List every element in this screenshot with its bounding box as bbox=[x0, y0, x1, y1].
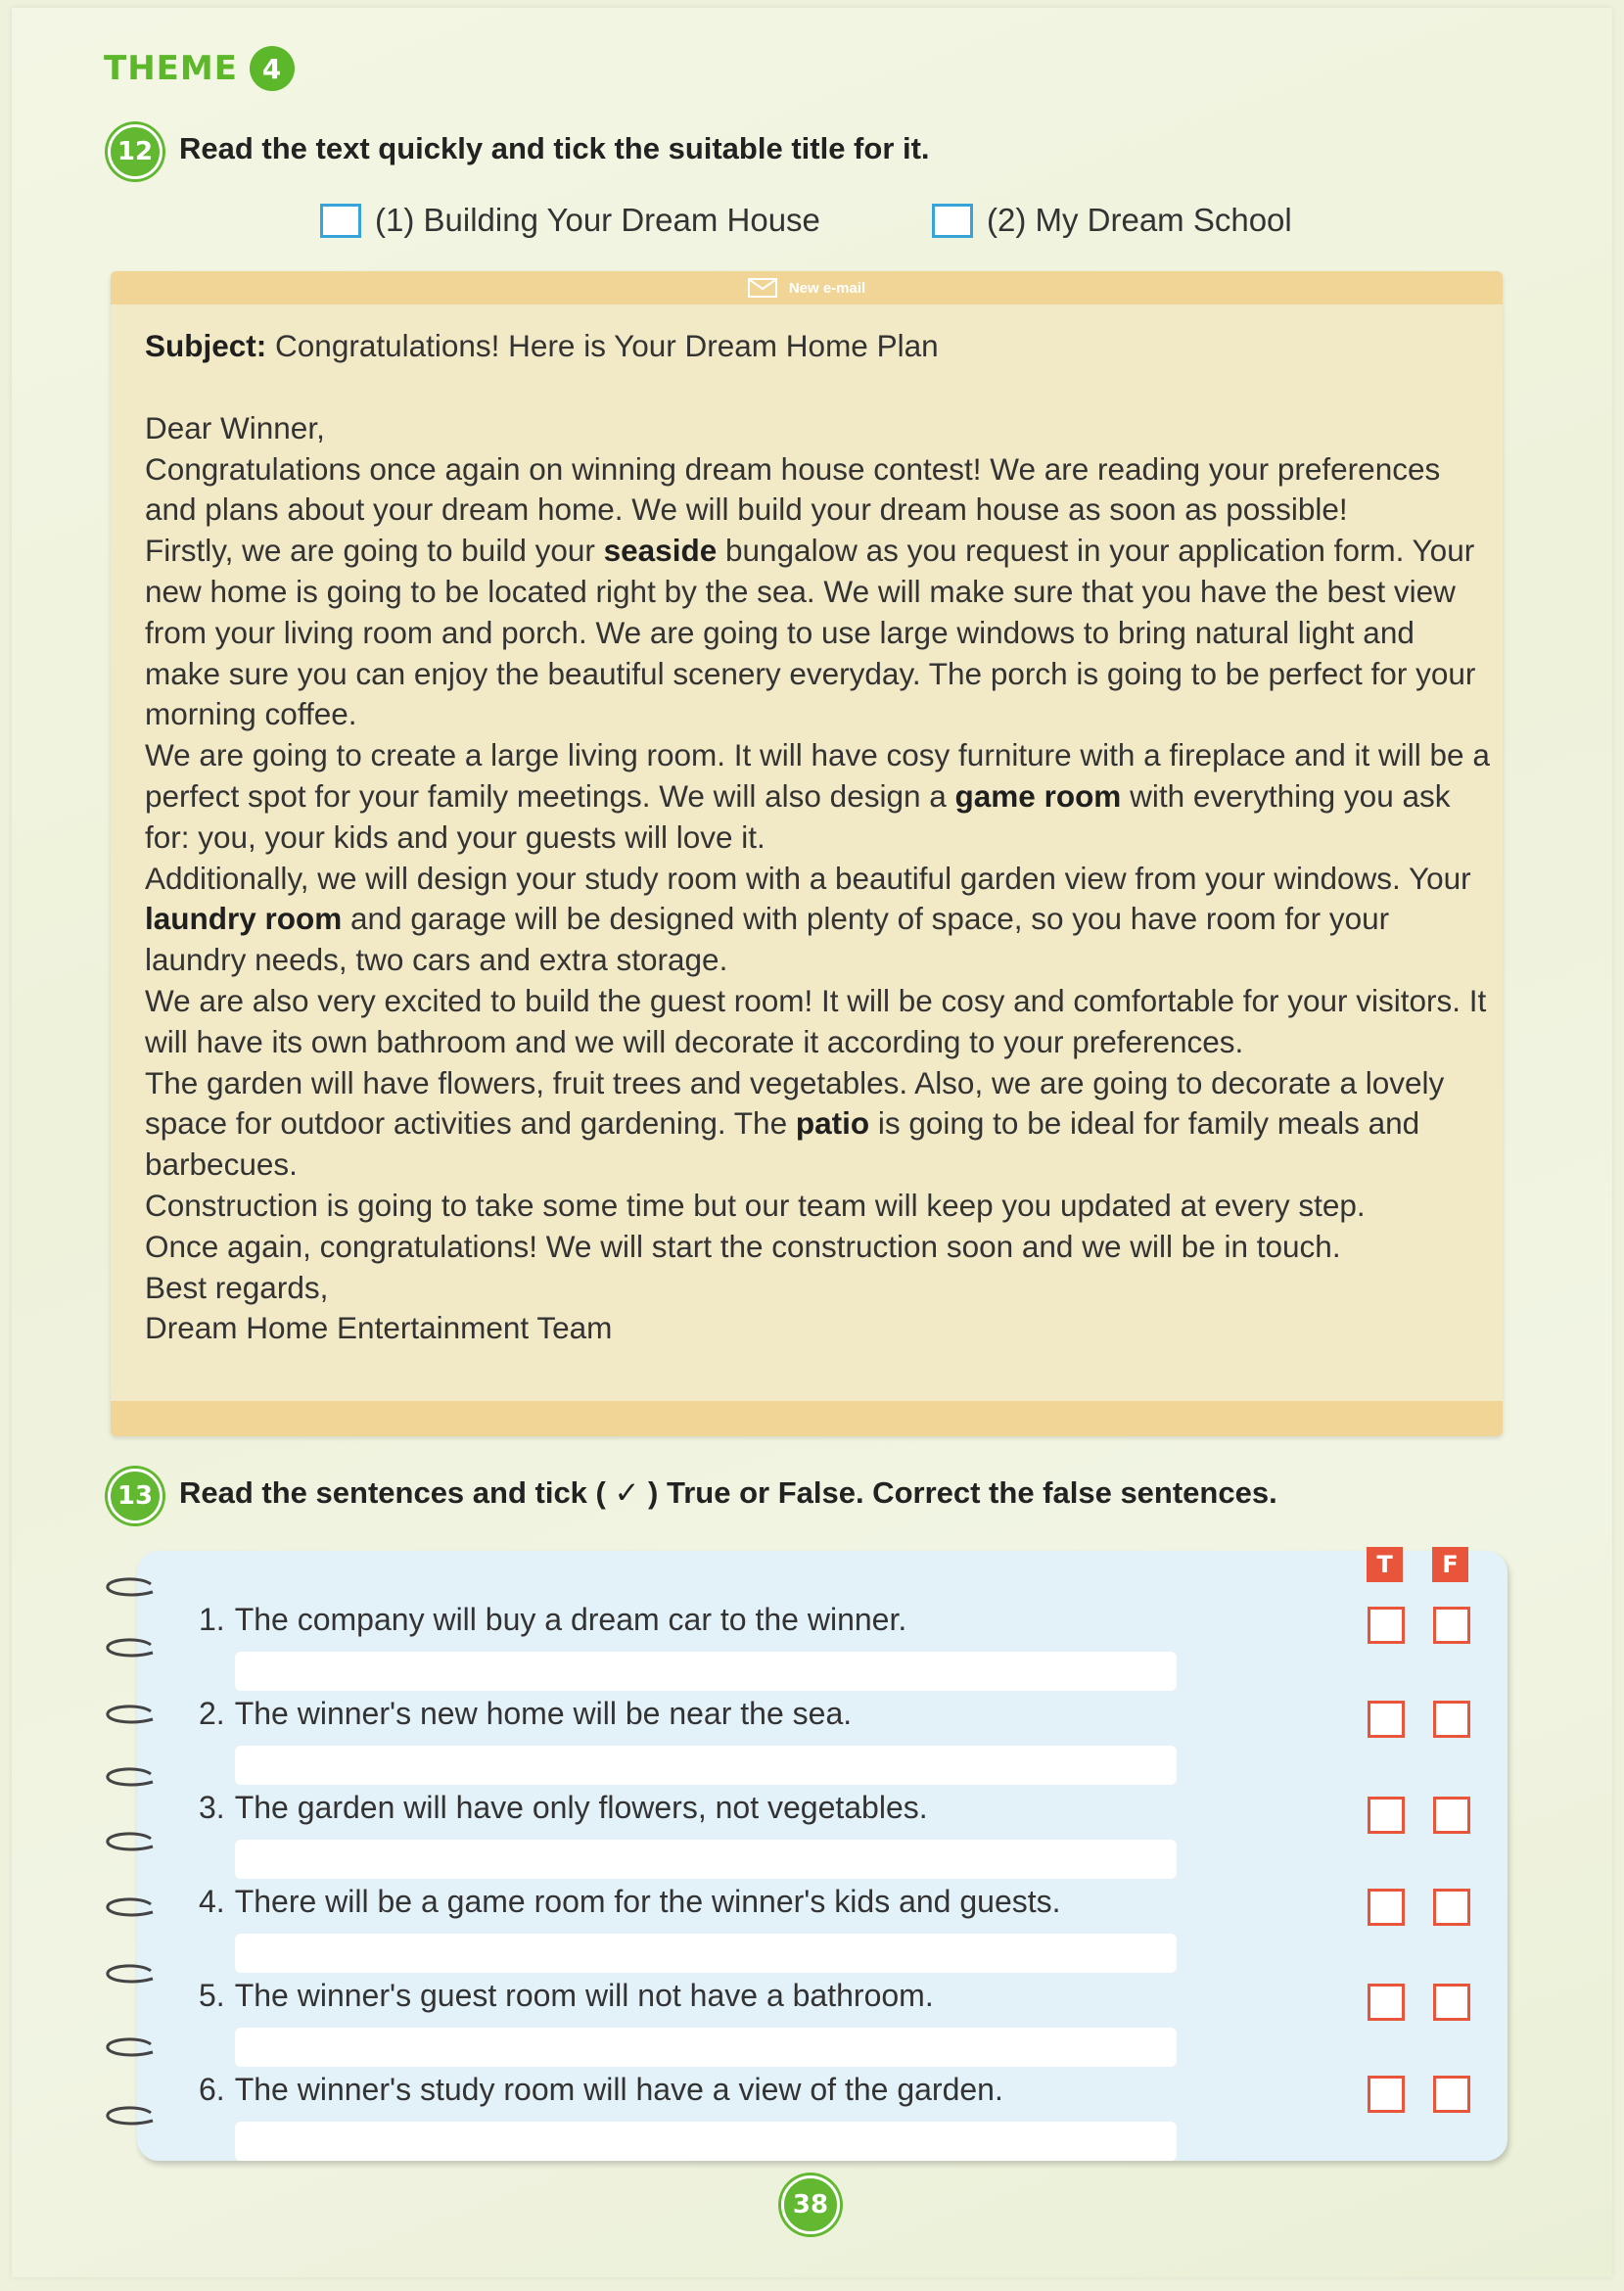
subject-text: Congratulations! Here is Your Dream Home Plan bbox=[275, 328, 939, 363]
true-column-header: T bbox=[1367, 1547, 1403, 1582]
spiral-ring-icon bbox=[102, 1963, 161, 1988]
envelope-icon bbox=[748, 278, 777, 298]
email-paragraph-5: We are also very excited to build the guest room! It will be cosy and comfortable for your visitors. It will have its own bathroom and we will decorate it according to your preferences. bbox=[145, 982, 1487, 1059]
statement-5-true-checkbox[interactable] bbox=[1368, 1984, 1405, 2021]
subject-label: Subject: bbox=[145, 328, 267, 363]
email-paragraph-7: Construction is going to take some time but our team will keep you updated at every step. bbox=[145, 1187, 1366, 1223]
keyword-seaside: seaside bbox=[603, 533, 718, 569]
spiral-ring-icon bbox=[102, 1831, 161, 1856]
answer-line-1[interactable] bbox=[235, 1652, 1177, 1691]
email-closing: Best regards, bbox=[145, 1269, 329, 1305]
email-header-bar bbox=[111, 271, 1503, 304]
email-footer-bar bbox=[111, 1401, 1503, 1436]
statement-4: 4. There will be a game room for the winner's kids and guests. bbox=[199, 1884, 1061, 1919]
title-option-1[interactable] bbox=[320, 202, 820, 239]
page-number: 38 bbox=[781, 2175, 840, 2234]
spiral-ring-icon bbox=[102, 1704, 161, 1729]
statement-2: 2. The winner's new home will be near the sea. bbox=[199, 1696, 853, 1731]
keyword-laundry-room: laundry room bbox=[145, 901, 343, 937]
statement-4-true-checkbox[interactable] bbox=[1368, 1889, 1405, 1926]
spiral-ring-icon bbox=[102, 2036, 161, 2062]
spiral-ring-icon bbox=[102, 2105, 161, 2130]
statement-6: 6. The winner's study room will have a view of the garden. bbox=[199, 2072, 1003, 2107]
statement-1: 1. The company will buy a dream car to the winner. bbox=[199, 1602, 907, 1637]
option-1-label: (1) Building Your Dream House bbox=[375, 202, 820, 238]
statement-6-false-checkbox[interactable] bbox=[1433, 2076, 1470, 2113]
statement-2-false-checkbox[interactable] bbox=[1433, 1701, 1470, 1738]
theme-label: THEME bbox=[104, 49, 238, 88]
statement-1-true-checkbox[interactable] bbox=[1368, 1607, 1405, 1644]
email-signature: Dream Home Entertainment Team bbox=[145, 1310, 613, 1346]
keyword-game-room: game room bbox=[954, 777, 1122, 814]
statement-1-false-checkbox[interactable] bbox=[1433, 1607, 1470, 1644]
statement-5-false-checkbox[interactable] bbox=[1433, 1984, 1470, 2021]
spiral-ring-icon bbox=[102, 1896, 161, 1922]
statement-3-true-checkbox[interactable] bbox=[1368, 1797, 1405, 1834]
spiral-ring-icon bbox=[102, 1766, 161, 1792]
answer-line-4[interactable] bbox=[235, 1934, 1177, 1973]
email-paragraph-6: The garden will have flowers, fruit trees and vegetables. Also, we are going to decorate a lovely space for outdoor activities and gardening. The patio is going to be ideal for family meals and barbecues. bbox=[145, 1064, 1445, 1183]
exercise-12-instruction: Read the text quickly and tick the suitable title for it. bbox=[179, 131, 930, 165]
option-2-checkbox[interactable] bbox=[932, 204, 973, 238]
exercise-12-number: 12 bbox=[108, 124, 162, 179]
exercise-13-number: 13 bbox=[108, 1469, 162, 1523]
answer-line-3[interactable] bbox=[235, 1840, 1177, 1879]
email-card bbox=[111, 271, 1503, 1436]
option-2-label: (2) My Dream School bbox=[987, 202, 1292, 238]
statement-3-false-checkbox[interactable] bbox=[1433, 1797, 1470, 1834]
statement-6-true-checkbox[interactable] bbox=[1368, 2076, 1405, 2113]
statement-4-false-checkbox[interactable] bbox=[1433, 1889, 1470, 1926]
theme-header bbox=[104, 49, 295, 88]
email-header-label: New e-mail bbox=[788, 279, 866, 297]
theme-number: 4 bbox=[250, 46, 295, 91]
statement-3: 3. The garden will have only flowers, not vegetables. bbox=[199, 1790, 928, 1825]
answer-line-2[interactable] bbox=[235, 1746, 1177, 1785]
false-column-header: F bbox=[1432, 1547, 1468, 1582]
email-greeting: Dear Winner, bbox=[145, 409, 325, 445]
email-paragraph-1: Congratulations once again on winning dream house contest! We are reading your preferences and plans about your dream home. We will build your dream house as soon as possible! bbox=[145, 450, 1441, 528]
email-paragraph-4: Additionally, we will design your study room with a beautiful garden view from your windows. Your laundry room and garage will be designed with plenty of space, so you have room for your laundry needs, two cars and extra storage. bbox=[145, 860, 1471, 978]
answer-line-5[interactable] bbox=[235, 2028, 1177, 2067]
title-option-2[interactable] bbox=[932, 202, 1292, 239]
statement-2-true-checkbox[interactable] bbox=[1368, 1701, 1405, 1738]
email-paragraph-2: Firstly, we are going to build your seaside bungalow as you request in your application form. Your new home is going to be located right by the sea. We will make sure that you have the best view from your living room and porch. We are going to use large windows to bring natural light and make sure you can enjoy the beautiful scenery everyday. The porch is going to be perfect for your morning coffee. bbox=[145, 533, 1476, 732]
exercise-13-instruction: Read the sentences and tick ( ✓ ) True or False. Correct the false sentences. bbox=[179, 1475, 1277, 1510]
spiral-ring-icon bbox=[102, 1637, 161, 1662]
statement-5: 5. The winner's guest room will not have a bathroom. bbox=[199, 1978, 934, 2013]
answer-line-6[interactable] bbox=[235, 2122, 1177, 2161]
email-subject bbox=[145, 326, 1496, 367]
option-1-checkbox[interactable] bbox=[320, 204, 361, 238]
keyword-patio: patio bbox=[795, 1105, 870, 1142]
email-body bbox=[145, 326, 1496, 1349]
email-paragraph-8: Once again, congratulations! We will start the construction soon and we will be in touch. bbox=[145, 1228, 1341, 1264]
email-paragraph-3: We are going to create a large living room. It will have cosy furniture with a fireplace and it will be a perfect spot for your family meetings. We will also design a game room with everything you ask for: you, your kids and your guests will love it. bbox=[145, 737, 1490, 855]
spiral-ring-icon bbox=[102, 1576, 161, 1602]
